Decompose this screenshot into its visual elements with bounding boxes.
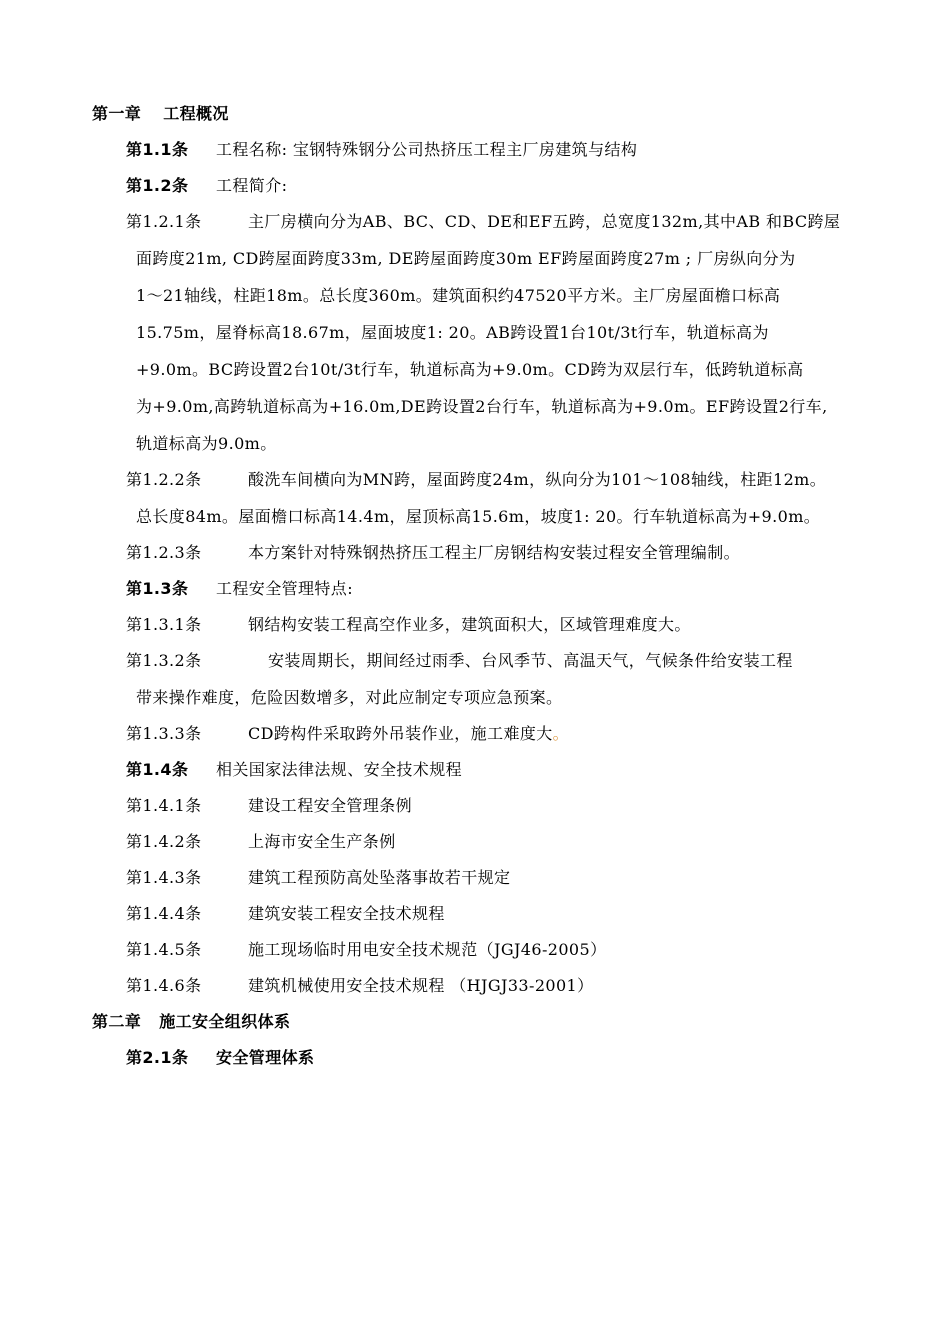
clause-number: 第1.2.1条 — [126, 212, 202, 231]
chapter-2-heading — [92, 1012, 290, 1032]
clause-line: 面跨度21m, CD跨屋面跨度33m, DE跨屋面跨度30m EF跨屋面跨度27m ; 厂房纵向分为 — [136, 249, 796, 268]
clause-text-tail: 。 — [552, 724, 570, 743]
clause-number: 第1.4.3条 — [126, 868, 202, 887]
clause-1-4-1 — [126, 796, 412, 816]
clause-line: 带来操作难度，危险因数增多，对此应制定专项应急预案。 — [136, 688, 563, 707]
section-number: 第1.2条 — [126, 176, 189, 195]
section-text: 工程简介: — [216, 176, 288, 195]
clause-1-2-1 — [126, 212, 840, 232]
clause-1-2-2 — [126, 470, 826, 490]
clause-line: 轨道标高为9.0m。 — [136, 434, 277, 453]
section-text: 安全管理体系 — [216, 1048, 315, 1067]
clause-text: 建设工程安全管理条例 — [248, 796, 413, 815]
clause-text: 上海市安全生产条例 — [248, 832, 396, 851]
clause-1-4-4 — [126, 904, 445, 924]
clause-number: 第1.3.2条 — [126, 651, 202, 670]
clause-text: 建筑安装工程安全技术规程 — [248, 904, 445, 923]
clause-1-4-5 — [126, 940, 607, 960]
clause-line: 15.75m，屋脊标高18.67m，屋面坡度1: 20。AB跨设置1台10t/3t行车，轨道标高为 — [136, 323, 769, 342]
clause-number: 第1.4.6条 — [126, 976, 202, 995]
clause-line: 酸洗车间横向为MN跨，屋面跨度24m，纵向分为101～108轴线，柱距12m。 — [248, 470, 827, 489]
section-text: 工程安全管理特点: — [216, 579, 353, 598]
clause-line: 1～21轴线，柱距18m。总长度360m。建筑面积约47520平方米。主厂房屋面檐口标高 — [136, 286, 781, 305]
clause-text: 建筑机械使用安全技术规程 （HJGJ33-2001） — [248, 976, 594, 995]
clause-text: CD跨构件采取跨外吊装作业，施工难度大 — [248, 724, 553, 743]
chapter-number: 第一章 — [92, 104, 142, 123]
clause-1-4-3 — [126, 868, 510, 888]
section-number: 第2.1条 — [126, 1048, 189, 1067]
clause-line: 总长度84m。屋面檐口标高14.4m，屋顶标高15.6m，坡度1: 20。行车轨道标高为+9.0m。 — [136, 507, 821, 526]
section-number: 第1.1条 — [126, 140, 189, 159]
clause-text: 施工现场临时用电安全技术规范（JGJ46-2005） — [248, 940, 607, 959]
clause-line: 主厂房横向分为AB、BC、CD、DE和EF五跨，总宽度132m,其中AB 和BC跨屋 — [248, 212, 841, 231]
section-text: 工程名称: 宝钢特殊钢分公司热挤压工程主厂房建筑与结构 — [216, 140, 638, 159]
clause-1-4-6 — [126, 976, 594, 996]
section-text: 相关国家法律法规、安全技术规程 — [216, 760, 463, 779]
clause-number: 第1.2.3条 — [126, 543, 202, 562]
clause-1-2-3 — [126, 543, 740, 563]
section-2-1 — [126, 1048, 314, 1068]
clause-text: 钢结构安装工程高空作业多，建筑面积大，区域管理难度大。 — [248, 615, 691, 634]
chapter-number: 第二章 — [92, 1012, 142, 1031]
clause-text: 建筑工程预防高处坠落事故若干规定 — [248, 868, 511, 887]
section-number: 第1.4条 — [126, 760, 189, 779]
clause-number: 第1.2.2条 — [126, 470, 202, 489]
chapter-1-heading — [92, 104, 229, 124]
clause-line: +9.0m。BC跨设置2台10t/3t行车，轨道标高为+9.0m。CD跨为双层行车，低跨轨道标高 — [136, 360, 804, 379]
clause-number: 第1.4.1条 — [126, 796, 202, 815]
clause-text: 本方案针对特殊钢热挤压工程主厂房钢结构安装过程安全管理编制。 — [248, 543, 741, 562]
clause-number: 第1.3.1条 — [126, 615, 202, 634]
section-1-4 — [126, 760, 462, 780]
section-1-2 — [126, 176, 287, 196]
clause-1-3-3 — [126, 724, 569, 744]
clause-1-3-2 — [126, 651, 793, 671]
section-number: 第1.3条 — [126, 579, 189, 598]
section-1-3 — [126, 579, 353, 599]
clause-number: 第1.4.4条 — [126, 904, 202, 923]
section-1-1 — [126, 140, 637, 160]
clause-number: 第1.3.3条 — [126, 724, 202, 743]
clause-number: 第1.4.2条 — [126, 832, 202, 851]
clause-1-3-1 — [126, 615, 691, 635]
chapter-title: 施工安全组织体系 — [159, 1012, 291, 1031]
clause-1-4-2 — [126, 832, 396, 852]
clause-number: 第1.4.5条 — [126, 940, 202, 959]
chapter-title: 工程概况 — [163, 104, 229, 123]
clause-line: 安装周期长，期间经过雨季、台风季节、高温天气，气候条件给安装工程 — [268, 651, 793, 670]
clause-line: 为+9.0m,高跨轨道标高为+16.0m,DE跨设置2台行车，轨道标高为+9.0m。EF跨设置2行车, — [136, 397, 828, 416]
